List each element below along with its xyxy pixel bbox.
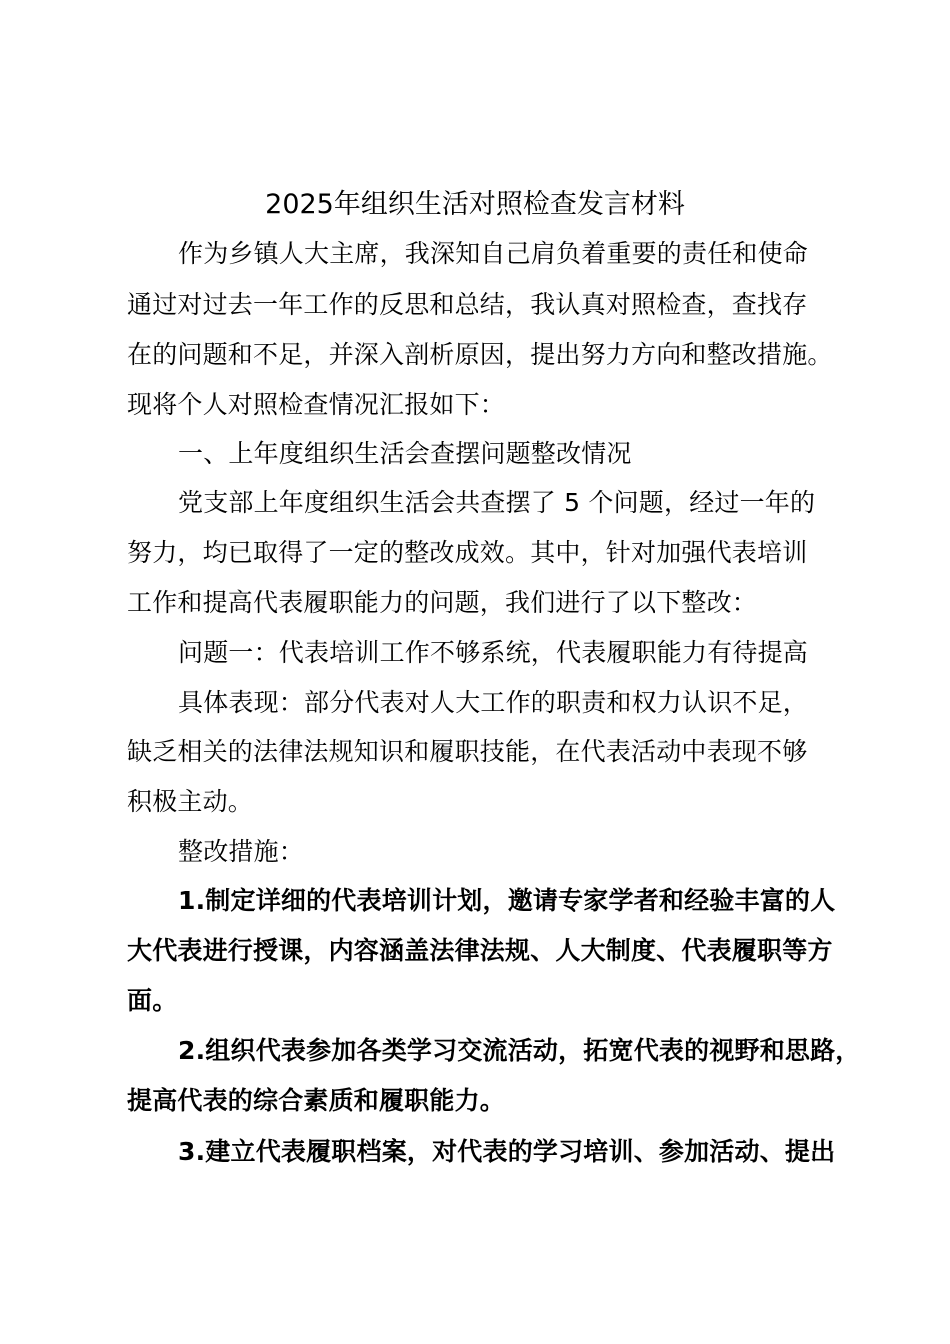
- measure-line: 面。: [127, 986, 178, 1015]
- paragraph-line: 现将个人对照检查情况汇报如下：: [127, 390, 506, 419]
- section-heading: 一、上年度组织生活会查摆问题整改情况: [178, 439, 632, 468]
- paragraph-line: 努力，均已取得了一定的整改成效。其中，针对加强代表培训: [127, 538, 808, 567]
- measure-line: 大代表进行授课，内容涵盖法律法规、人大制度、代表履职等方: [127, 936, 833, 965]
- paragraph-line: 积极主动。: [127, 787, 254, 816]
- measures-label: 整改措施：: [178, 837, 305, 866]
- document-title: 2025年组织生活对照检查发言材料: [265, 189, 685, 220]
- paragraph-line: 作为乡镇人大主席，我深知自己肩负着重要的责任和使命: [178, 239, 809, 268]
- paragraph-line: 具体表现：部分代表对人大工作的职责和权力认识不足，: [178, 688, 809, 717]
- measure-line: 3.建立代表履职档案，对代表的学习培训、参加活动、提出: [178, 1137, 836, 1166]
- issue-heading: 问题一：代表培训工作不够系统，代表履职能力有待提高: [178, 638, 809, 667]
- paragraph-line: 在的问题和不足，并深入剖析原因，提出努力方向和整改措施。: [127, 340, 833, 369]
- measure-line: 1.制定详细的代表培训计划，邀请专家学者和经验丰富的人: [178, 886, 836, 915]
- measure-line: 提高代表的综合素质和履职能力。: [127, 1086, 506, 1115]
- paragraph-line: 党支部上年度组织生活会共查摆了 5 个问题，经过一年的: [178, 488, 816, 517]
- paragraph-line: 通过对过去一年工作的反思和总结，我认真对照检查，查找存: [127, 290, 808, 319]
- paragraph-line: 工作和提高代表履职能力的问题，我们进行了以下整改：: [127, 588, 758, 617]
- paragraph-line: 缺乏相关的法律法规知识和履职技能，在代表活动中表现不够: [127, 737, 808, 766]
- measure-line: 2.组织代表参加各类学习交流活动，拓宽代表的视野和思路，: [178, 1036, 861, 1065]
